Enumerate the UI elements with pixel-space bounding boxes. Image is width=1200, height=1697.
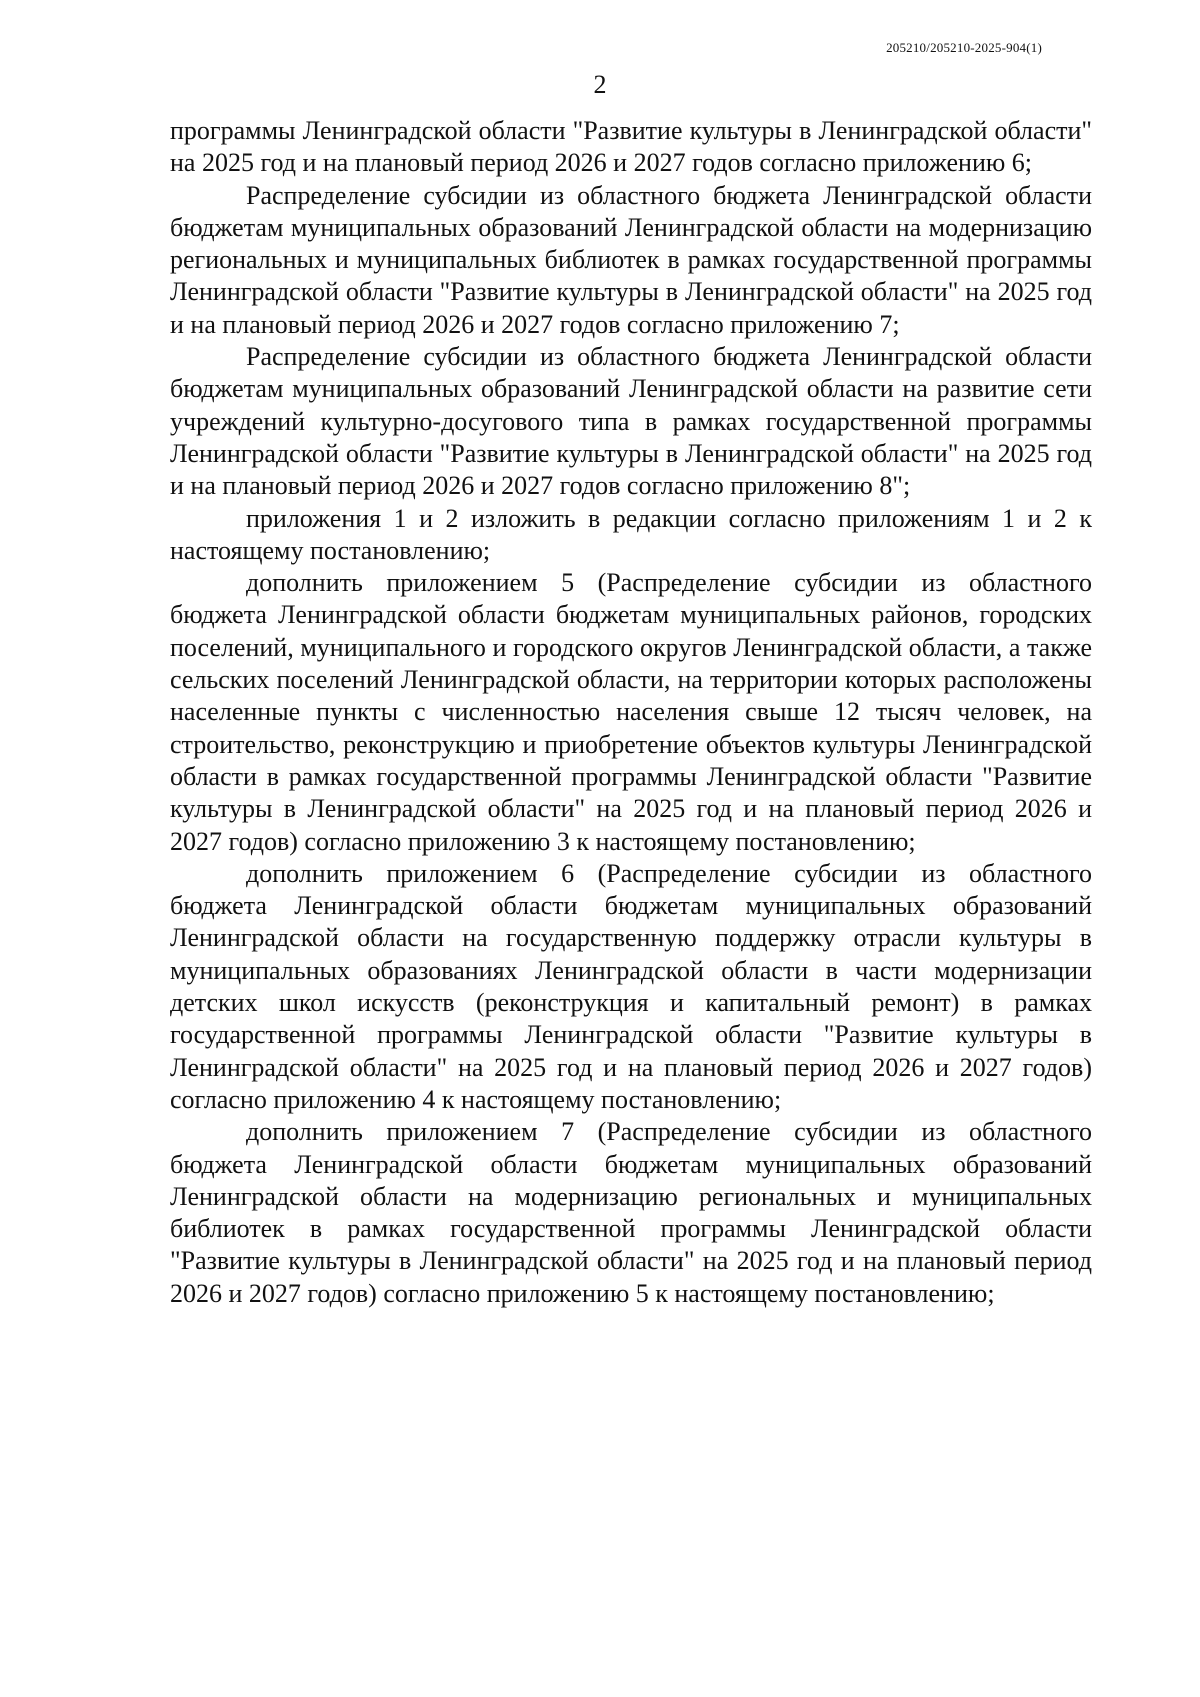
- paragraph-appendices-1-2: приложения 1 и 2 изложить в редакции согласно приложениям 1 и 2 к настоящему постановлению;: [170, 503, 1092, 565]
- paragraph-distribution-8: Распределение субсидии из областного бюджета Ленинградской области бюджетам муниципальных образований Ленинградской области на развитие сети учреждений культурно-досугового типа в рамках государственной программы Ленинградской области "Развитие культуры в Ленинградской области" на 2025 год и на плановый период 2026 и 2027 годов согласно приложению 8";: [170, 342, 1092, 501]
- paragraph-add-appendix-5: дополнить приложением 5 (Распределение субсидии из областного бюджета Ленинградской области бюджетам муниципальных районов, городских поселений, муниципального и городского округов Ленинградской области, а также сельских поселений Ленинградской области, на территории которых расположены населенные пункты с численностью населения свыше 12 тысяч человек, на строительство, реконструкцию и приобретение объектов культуры Ленинградской области в рамках государственной программы Ленинградской области "Развитие культуры в Ленинградской области" на 2025 год и на плановый период 2026 и 2027 годов) согласно приложению 3 к настоящему постановлению;: [170, 568, 1092, 856]
- paragraph-continuation: программы Ленинградской области "Развитие культуры в Ленинградской области" на 2025 год и на плановый период 2026 и 2027 годов согласно приложению 6;: [170, 116, 1092, 178]
- document-body: [170, 115, 1092, 1310]
- paragraph-distribution-7: Распределение субсидии из областного бюджета Ленинградской области бюджетам муниципальных образований Ленинградской области на модернизацию региональных и муниципальных библиотек в рамках государственной программы Ленинградской области "Развитие культуры в Ленинградской области" на 2025 год и на плановый период 2026 и 2027 годов согласно приложению 7;: [170, 180, 1092, 339]
- document-code: 205210/205210-2025-904(1): [886, 40, 1042, 55]
- page-number: 2: [593, 70, 607, 99]
- paragraph-add-appendix-6: дополнить приложением 6 (Распределение субсидии из областного бюджета Ленинградской области бюджетам муниципальных образований Ленинградской области на государственную поддержку отрасли культуры в муниципальных образованиях Ленинградской области в части модернизации детских школ искусств (реконструкция и капитальный ремонт) в рамках государственной программы Ленинградской области "Развитие культуры в Ленинградской области" на 2025 год и на плановый период 2026 и 2027 годов) согласно приложению 4 к настоящему постановлению;: [170, 858, 1092, 1114]
- paragraph-add-appendix-7: дополнить приложением 7 (Распределение субсидии из областного бюджета Ленинградской области бюджетам муниципальных образований Ленинградской области на модернизацию региональных и муниципальных библиотек в рамках государственной программы Ленинградской области "Развитие культуры в Ленинградской области" на 2025 год и на плановый период 2026 и 2027 годов) согласно приложению 5 к настоящему постановлению;: [170, 1117, 1092, 1308]
